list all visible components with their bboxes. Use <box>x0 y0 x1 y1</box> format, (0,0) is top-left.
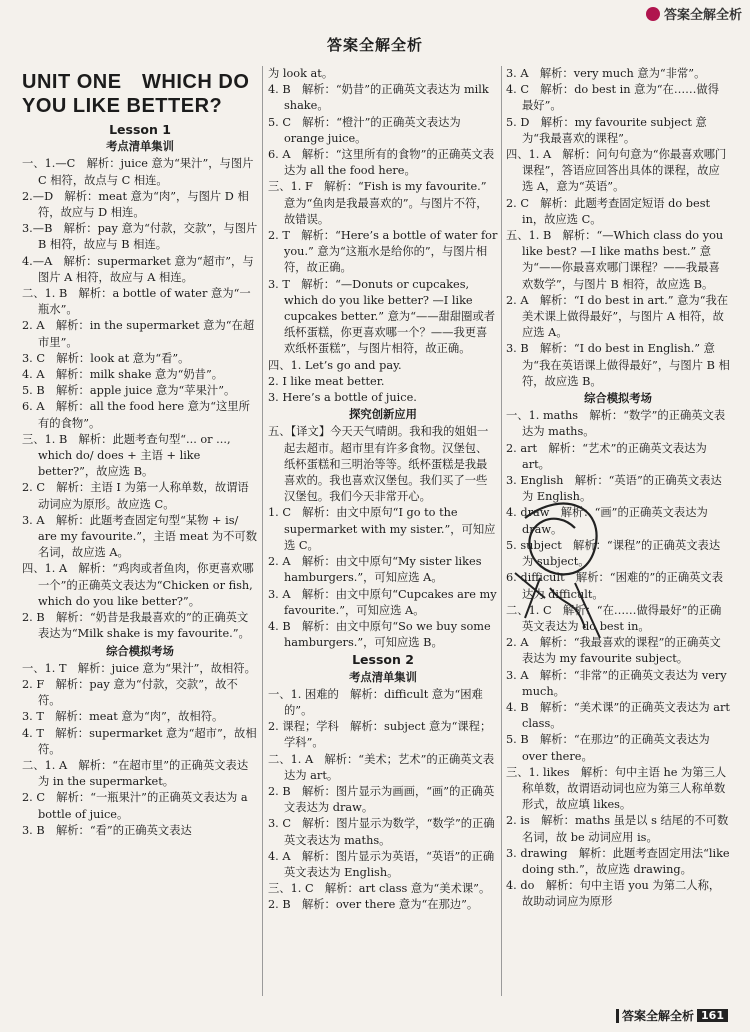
section-heading: Lesson 2 <box>352 652 414 668</box>
answer-item: 一、1.—C 解析：juice 意为“果汁”，与图片 C 相符，故点与 C 相连。 <box>22 157 254 187</box>
top-header <box>0 0 750 30</box>
answer-item: 三、1. likes 解析：句中主语 he 为第三人称单数，故谓语动词也应为第三人称单数形式，故应填 likes。 <box>506 765 727 812</box>
footer-label: 答案全解全析 <box>622 1009 695 1023</box>
column-divider <box>501 66 502 996</box>
answer-item: 2. 课程；学科 解析：subject 意为“课程；学科”。 <box>268 720 492 750</box>
answer-item: 一、1. 困难的 解析：difficult 意为“困难的”。 <box>268 687 483 717</box>
answer-item: 二、1. B 解析：a bottle of water 意为“一瓶水”。 <box>22 287 251 317</box>
page-number: 161 <box>697 1009 728 1022</box>
answer-item: 6. A 解析：all the food here 意为“这里所有的食物”。 <box>22 400 250 430</box>
answer-item: 4. do 解析：句中主语 you 为第二人称，故助动词应为原形 <box>506 879 721 909</box>
answer-item: 二、1. C 解析：“在……做得最好”的正确英文表达为 do best in。 <box>506 603 722 633</box>
answer-item: 6. difficult 解析：“困难的”的正确英文表达为 difficult。 <box>506 571 724 601</box>
answer-item: 2.—D 解析：meat 意为“肉”，与图片 D 相符，故应与 D 相连。 <box>22 189 249 220</box>
answer-item: 一、1. T 解析：juice 意为“果汁”，故相符。 <box>22 661 256 675</box>
answer-item: 二、1. A 解析：“在超市里”的正确英文表达为 in the supermarket。 <box>22 758 249 789</box>
answer-item: 2. C 解析：主语 I 为第一人称单数，故谓语动词应为原形。故应选 C。 <box>22 481 249 511</box>
answer-item: 五、【译文】今天天气晴朗。我和我的姐姐一起去超市。超市里有许多食物。汉堡包、纸杯蛋糕和三明治等等。纸杯蛋糕是我最喜欢的。我也喜欢汉堡包。我们买了一些汉堡包。我们今天非常开心。 <box>268 425 489 504</box>
answer-item: 5. D 解析：my favourite subject 意为“我最喜欢的课程”。 <box>506 115 707 145</box>
page-footer <box>616 1007 728 1024</box>
answer-item: 3. C 解析：图片显示为数学，“数学”的正确英文表达为 maths。 <box>268 817 495 847</box>
answer-item: 4. A 解析：milk shake 意为“奶昔”。 <box>22 368 224 382</box>
answer-item: 3. drawing 解析：此题考查固定用法“like doing sth.”，故应选 drawing。 <box>506 846 730 876</box>
answer-item: 4. T 解析：supermarket 意为“超市”，故相符。 <box>22 726 257 756</box>
column-1 <box>22 66 258 839</box>
answer-item: 2. C 解析：“一瓶果汁”的正确英文表达为 a bottle of juice。 <box>22 791 248 821</box>
handwriting-scribble <box>505 478 625 648</box>
answer-item: 3. C 解析：look at 意为“看”。 <box>22 351 190 365</box>
answer-item: 三、1. F 解析：“Fish is my favourite.” 意为“鱼肉是我最喜欢的”。与图片不符，故错误。 <box>268 180 488 226</box>
answer-item: 4. B 解析：由文中原句“So we buy some hamburgers.”，可知应选 B。 <box>268 619 491 650</box>
brand <box>646 4 742 23</box>
answer-item: 4. B 解析：“奶昔”的正确英文表达为 milk shake。 <box>268 83 489 113</box>
answer-item: 五、1. B 解析：“—Which class do you like best? —I like maths best.” 意为“——你最喜欢哪门课程？——我最喜欢数学”，与图片 B 相符，故应选 B。 <box>506 229 724 291</box>
answer-item: 二、1. A 解析：“美术；艺术”的正确英文表达为 art。 <box>268 752 495 782</box>
section-heading: 考点清单集训 <box>349 670 417 684</box>
brand-label: 答案全解全析 <box>663 8 742 23</box>
answer-item: 5. C 解析：“橙汁”的正确英文表达为 orange juice。 <box>268 115 461 145</box>
answer-item: 2. A 解析：由文中原句“My sister likes hamburgers.”，可知应选 A。 <box>268 555 482 585</box>
answer-item: 5. B 解析：“在那边”的正确英文表达为 over there。 <box>506 733 710 763</box>
answer-item: 3. B 解析：“看”的正确英文表达 <box>22 823 192 837</box>
answer-item: 2. T 解析：“Here’s a bottle of water for you.” 意为“这瓶水是给你的”，与图片相符，故正确。 <box>268 229 498 275</box>
answer-item: 3. A 解析：此题考查固定句型“某物 + is/ are my favourite.”，主语 meat 为不可数名词，故应选 A。 <box>22 513 258 560</box>
answer-item: 3. B 解析：“I do best in English.” 意为“我在英语课上做得最好”，与图片 B 相符，故应选 B。 <box>506 342 730 388</box>
answer-item: 为 look at。 <box>268 67 334 80</box>
answer-item: 3. A 解析：very much 意为“非常”。 <box>506 67 706 80</box>
answer-item: 4. A 解析：图片显示为英语，“英语”的正确英文表达为 English。 <box>268 849 495 879</box>
column-2 <box>268 66 498 914</box>
answer-item: 2. B 解析：over there 意为“在那边”。 <box>268 898 479 912</box>
answer-item: 四、1. Let’s go and pay. <box>268 358 402 372</box>
answer-item: 2. A 解析：in the supermarket 意为“在超市里”。 <box>22 319 255 349</box>
answer-item: 4. draw 解析：“画”的正确英文表达为 draw。 <box>506 506 708 536</box>
answer-item: 3. English 解析：“英语”的正确英文表达为 English。 <box>506 474 722 504</box>
column-divider <box>262 66 263 996</box>
answer-item: 三、1. B 解析：此题考查句型“... or ..., which do/ does + 主语 + like better?”，故应选 B。 <box>22 432 231 479</box>
answer-item: 3. T 解析：“—Donuts or cupcakes, which do you like better? —I like cupcakes better.” 意为“——甜甜圈或者纸杯蛋糕，你更喜欢哪一个？——我更喜欢纸杯蛋糕”，与图片相符，故正确。 <box>268 277 496 356</box>
page-title: 答案全解全析 <box>326 36 423 54</box>
answer-item: 三、1. C 解析：art class 意为“美术课”。 <box>268 882 491 896</box>
section-heading: 综合模拟考场 <box>106 644 174 658</box>
answer-item: 4.—A 解析：supermarket 意为“超市”，与图片 A 相符，故应与 A 相连。 <box>22 254 254 284</box>
answer-item: 5. B 解析：apple juice 意为“苹果汁”。 <box>22 384 236 398</box>
section-heading: 探究创新应用 <box>349 408 417 422</box>
section-heading: Lesson 1 <box>109 122 171 137</box>
answer-item: 2. C 解析：此题考查固定短语 do best in，故应选 C。 <box>506 196 711 226</box>
answer-item: 3. Here’s a bottle of juice. <box>268 391 417 405</box>
answer-item: 4. B 解析：“美术课”的正确英文表达为 art class。 <box>506 700 730 731</box>
answer-item: 2. art 解析：“艺术”的正确英文表达为 art。 <box>506 441 707 471</box>
answer-item: 一、1. maths 解析：“数学”的正确英文表达为 maths。 <box>506 409 726 439</box>
answer-item: 2. I like meat better. <box>268 374 385 388</box>
unit-title: UNIT ONE WHICH DO YOU LIKE BETTER? <box>22 71 250 117</box>
answer-item: 3. T 解析：meat 意为“肉”，故相符。 <box>22 710 224 724</box>
answer-item: 2. A 解析：“I do best in art.” 意为“我在美术课上做得最好”，与图片 A 相符，故应选 A。 <box>506 293 729 340</box>
answer-item: 2. B 解析：“奶昔是我最喜欢的”的正确英文表达为“Milk shake is my favourite.”。 <box>22 611 250 641</box>
answer-item: 3.—B 解析：pay 意为“付款，交款”，与图片 B 相符，故应与 B 相连。 <box>22 222 258 252</box>
answer-item: 2. F 解析：pay 意为“付款，交款”，故不符。 <box>22 677 238 708</box>
footer-bar <box>616 1009 619 1023</box>
answer-item: 四、1. A 解析：“鸡肉或者鱼肉，你更喜欢哪一个”的正确英文表达为“Chicken or fish, which do you like better?”。 <box>22 562 254 608</box>
section-heading: 综合模拟考场 <box>584 392 652 406</box>
answer-item: 6. A 解析：“这里所有的食物”的正确英文表达为 all the food here。 <box>268 148 495 178</box>
answer-item: 3. A 解析：“非常”的正确英文表达为 very much。 <box>506 668 727 698</box>
answer-item: 3. A 解析：由文中原句“Cupcakes are my favourite.”，可知应选 A。 <box>268 587 497 617</box>
section-heading: 考点清单集训 <box>106 140 174 154</box>
brand-logo-icon <box>646 7 660 21</box>
answer-item: 4. C 解析：do best in 意为“在……做得最好”。 <box>506 83 720 113</box>
answer-item: 5. subject 解析：“课程”的正确英文表达为 subject。 <box>506 538 721 569</box>
answer-item: 四、1. A 解析：问句句意为“你最喜欢哪门课程”，答语应回答出具体的课程，故应选 A，意为“英语”。 <box>506 148 727 194</box>
answer-item: 2. B 解析：图片显示为画画，“画”的正确英文表达为 draw。 <box>268 784 495 815</box>
answer-item: 1. C 解析：由文中原句“I go to the supermarket with my sister.”，可知应选 C。 <box>268 506 496 552</box>
answer-item: 2. A 解析：“我最喜欢的课程”的正确英文表达为 my favourite subject。 <box>506 636 721 666</box>
answer-item: 2. is 解析：maths 虽是以 s 结尾的不可数名词，故 be 动词应用 is。 <box>506 814 729 844</box>
